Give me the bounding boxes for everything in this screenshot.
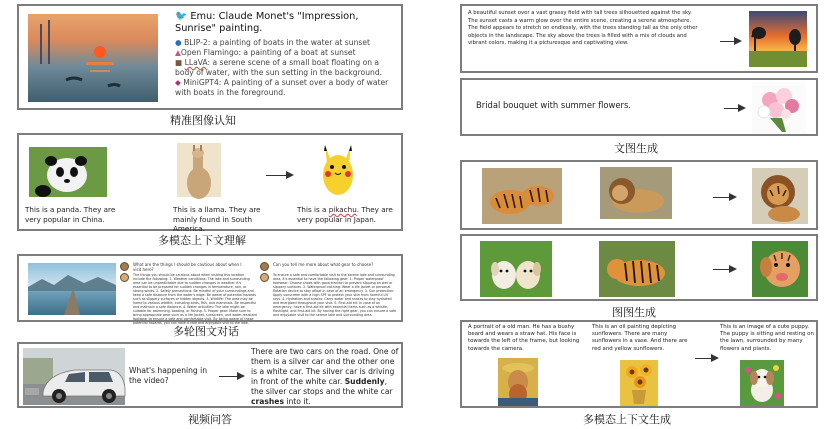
caption-multi-turn: 多轮图文对话 bbox=[173, 325, 239, 338]
minigpt-line bbox=[175, 78, 397, 98]
caption-text-to-image: 文图生成 bbox=[614, 142, 658, 155]
assistant-avatar-icon bbox=[120, 273, 129, 282]
flamingo-text: Open Flamingo: a painting of a boat at sunset bbox=[180, 48, 356, 57]
panel-multi-turn bbox=[17, 254, 403, 325]
context-arrow bbox=[266, 175, 292, 176]
panel-image-to-image-2 bbox=[460, 234, 818, 301]
panel-context-generation bbox=[460, 320, 818, 408]
video-answer-bold-2: crashes bbox=[251, 397, 284, 406]
panda-text: This is a panda. They are very popular in China. bbox=[25, 205, 116, 224]
dog-tiger-output-image bbox=[752, 241, 808, 297]
flamingo-icon: ▲ bbox=[175, 48, 181, 57]
tiger-pair-image bbox=[482, 168, 562, 224]
minigpt-icon: ◆ bbox=[175, 78, 181, 87]
sunflowers-text: This is an oil painting depicting sunflowers. There are many sunflowers in a vase. And there are red and yellow sunflowers. bbox=[592, 324, 688, 352]
llama-image bbox=[177, 143, 221, 197]
bouquet-prompt: Bridal bouquet with summer flowers. bbox=[476, 100, 631, 110]
pikachu-image bbox=[315, 141, 361, 199]
caption-context-understanding: 多模态上下文理解 bbox=[158, 234, 246, 247]
old-man-text: A portrait of a old man. He has a bushy beard and wears a straw hat. His face is towards the left of the frame, but looking towards the camera. bbox=[468, 324, 580, 352]
panel-text-to-image-bouquet bbox=[460, 78, 818, 136]
cars-video-frame bbox=[23, 348, 125, 405]
puppy-image bbox=[740, 360, 784, 406]
video-arrow bbox=[219, 376, 243, 377]
sunset-arrow bbox=[720, 41, 740, 42]
sunset-prompt: A beautiful sunset over a vast grassy field with tall trees silhouetted against the sky. The sunset casts a warm glow over the entire scene, creating a serene atmosphere. The field appears to stretch on endlessly, with the trees standing tall as the only other objects in the landscape. The sky above the trees is filled with a mix of clouds and vibrant colors, making it a picturesque and captivating view. bbox=[468, 10, 698, 47]
minigpt-text: MiniGPT4: A painting of a sunset over a body of water with boats in the foreground. bbox=[175, 78, 389, 97]
user-avatar-icon bbox=[120, 262, 129, 271]
image-arrow-1 bbox=[713, 197, 735, 198]
llava-name: LLaVA bbox=[184, 58, 208, 67]
tiger-image bbox=[599, 241, 675, 297]
llava-icon: ■ bbox=[175, 58, 183, 67]
dialogue-question-2: Can you tell me more about what gear to choose? bbox=[273, 262, 374, 267]
caption-video-qa: 视频问答 bbox=[188, 413, 232, 426]
sunflowers-image bbox=[620, 360, 658, 406]
image-arrow-2 bbox=[713, 269, 735, 270]
llava-text: : a serene scene of a small boat floating on a body of water, with the sun setting in the background. bbox=[175, 58, 383, 77]
monet-painting-image bbox=[28, 14, 158, 102]
caption-image-recognition: 精准图像认知 bbox=[170, 114, 236, 127]
video-answer bbox=[251, 347, 401, 407]
dialogue-question-1: What are the things I should be cautious about when I visit here? bbox=[133, 262, 242, 272]
pikachu-word: pikachu bbox=[328, 205, 357, 214]
lion-tiger-output-image bbox=[752, 168, 808, 224]
old-man-portrait-image bbox=[498, 358, 538, 406]
emu-text: Emu: Claude Monet's "Impression, Sunrise" painting. bbox=[175, 11, 359, 34]
puppies-image bbox=[480, 241, 552, 297]
context-gen-arrow bbox=[695, 358, 717, 359]
bouquet-image bbox=[752, 82, 806, 134]
caption-context-generation: 多模态上下文生成 bbox=[583, 413, 671, 426]
video-answer-bold-1: Suddenly bbox=[344, 377, 385, 386]
llama-text: This is a llama. They are mainly found in South America. bbox=[173, 205, 261, 233]
assistant-avatar-2-icon bbox=[260, 273, 269, 282]
pikachu-suffix: . They are very popular in Japan. bbox=[297, 205, 393, 224]
panel-context-understanding bbox=[17, 133, 403, 231]
pikachu-text bbox=[297, 205, 401, 224]
llava-line bbox=[175, 58, 397, 78]
pikachu-prefix: This is a bbox=[297, 205, 329, 214]
user-avatar-2-icon bbox=[260, 262, 269, 271]
blip-line bbox=[175, 38, 397, 48]
panel-image-to-image-1 bbox=[460, 160, 818, 230]
panel-text-to-image-sunset bbox=[460, 4, 818, 73]
lake-image bbox=[28, 263, 116, 315]
video-question: What's happening in the video? bbox=[129, 366, 208, 385]
emu-icon: 🐦 bbox=[175, 11, 188, 22]
dialogue-answer-1: The things you should be cautious about when visiting this location include the following: 1. Weather conditions: The lake and surrounding area can be unpredictable due to sudden changes in weather. It's essential to be prepared for sudden changes in temperature, rain, or strong winds. 2. Safety precautions: Be mindful of your surroundings and keep a safe distance from the water's edge. Be aware of potential hazards such as slippery surfaces or hidden objects. 3. Wildlife: The area may be home to various wildlife, including birds, fish, and mammals. Be respectful and maintain a safe distance. 4. Water activities: The lake might be suitable for swimming, boating, or fishing. 5. Proper gear: Make sure to bring appropriate gear such as a life jacket, sunscreen, and water-resistant footwear to ensure a safe and comfortable visit. By being aware of these potential hazards, you can have a safe and enjoyable visit to the lake. bbox=[133, 273, 257, 325]
puppy-text: This is an image of a cute puppy. The puppy is sitting and resting on the lawn, surrounded by many flowers and plants. bbox=[720, 324, 814, 352]
flamingo-line bbox=[175, 48, 397, 58]
video-answer-part-1: There are two cars on the road. One of them is a silver car and the other one is a white car. The silver car is driving in front of the white car. bbox=[251, 347, 399, 386]
panel-image-recognition bbox=[17, 4, 403, 110]
video-answer-part-2: , the silver car stops and the white car bbox=[251, 377, 393, 396]
baseline-captions bbox=[175, 38, 397, 98]
emu-caption bbox=[175, 11, 395, 35]
lion-image bbox=[600, 167, 672, 219]
blip-icon: ● bbox=[175, 38, 182, 47]
video-answer-part-3: into it. bbox=[283, 397, 311, 406]
bouquet-arrow bbox=[724, 108, 744, 109]
panda-image bbox=[29, 147, 107, 197]
panel-video-qa bbox=[17, 342, 403, 408]
sunset-image bbox=[749, 11, 807, 67]
blip-text: BLIP-2: a painting of boats in the water at sunset bbox=[184, 38, 370, 47]
dialogue-answer-2: To ensure a safe and comfortable visit to the serene lake and surrounding area, it's essential to have the following gear: 1. Proper waterproof footwear: Choose shoes with good traction to prevent slipping on wet or slippery surfaces. 2. Waterproof clothing: Wear a life jacket or personal flotation device to stay afloat in case of an emergency. 3. Sun protection: Apply sunscreen with a high SPF to protect your skin from harmful UV rays. 4. Hydration and snacks: Carry water and snacks to stay hydrated and energized throughout your visit. 5. First-aid kit: In case of an emergency, have a first-aid kit with essential items such as a whistle, flashlight, and first-aid kit. By having the right gear, you can ensure a safe and enjoyable visit to the serene lake and surrounding area. bbox=[273, 273, 397, 317]
caption-image-to-image: 图图生成 bbox=[612, 306, 656, 319]
